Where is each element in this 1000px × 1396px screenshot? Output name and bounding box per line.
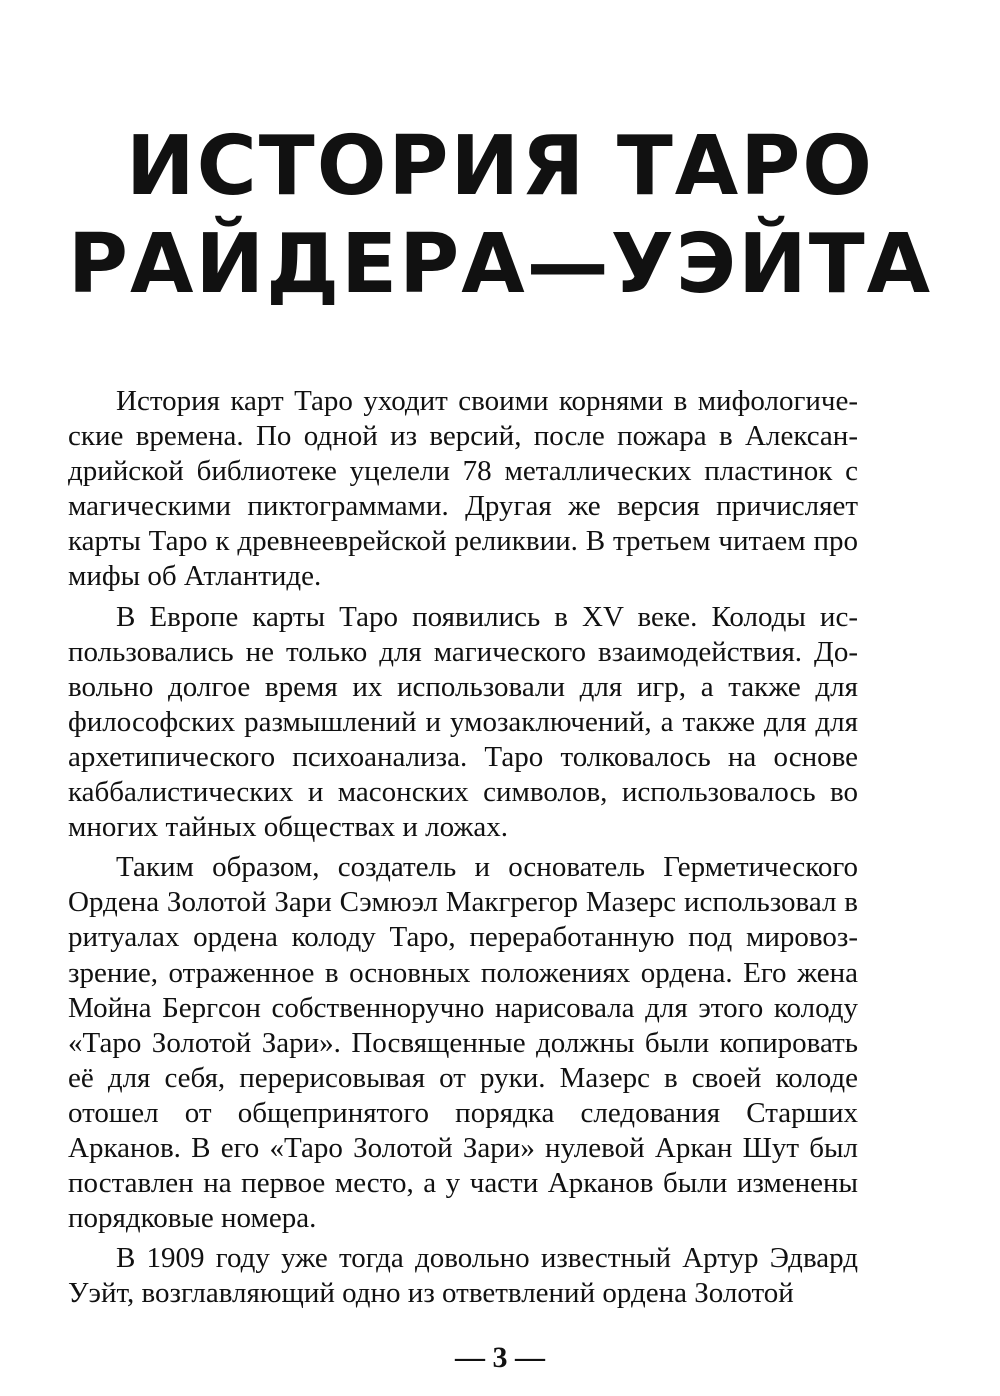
paragraph-3: Таким образом, создатель и основатель Герметического Ордена Золотой Зари Сэмюэл Макгрегор Мазерс использовал в ритуалах ордена колоду Таро, переработанную под мировоззрение, отраженное в основных положениях ордена. Его жена Мойна Бергсон собственноручно нарисовала для этого колоду «Таро Золотой Зари». Посвященные должны были копировать её для себя, перерисовывая от руки. Мазерс в своей колоде отошел от общепринятого порядка следования Старших Арканов. В его «Таро Золотой Зари» нулевой Аркан Шут был поставлен на первое место, а у части Арканов были изменены порядковые номера.	[68, 851, 858, 1235]
chapter-title	[60, 118, 940, 314]
chapter-title-line-2: РАЙДЕРА—УЭЙТА	[67, 217, 933, 312]
paragraph-4: В 1909 году уже тогда довольно известный Артур Эдвард Уэйт, возглавляющий одно из ответвлений ордена Золотой	[68, 1242, 858, 1310]
paragraph-1: История карт Таро уходит своими корнями в мифологические времена. По одной из версий, после пожара в Александрийской библиотеке уцелели 78 металлических пластинок с магическими пиктограммами. Другая же версия причисляет карты Таро к древнееврейской реликвии. В третьем читаем про мифы об Атлантиде.	[68, 385, 858, 593]
paragraph-2: В Европе карты Таро появились в XV веке. Колоды использовались не только для магического взаимодействия. Довольно долгое время их использовали для игр, а также для философских размышлений и умозаключений, а также для для архетипического психоанализа. Таро толковалось на основе каббалистических и масонских символов, использовалось во многих тайных обществах и ложах.	[68, 600, 858, 844]
chapter-title-line-1: ИСТОРИЯ ТАРО	[125, 119, 875, 214]
page-number: — 3 —	[455, 1341, 545, 1374]
body-text	[68, 384, 858, 1311]
